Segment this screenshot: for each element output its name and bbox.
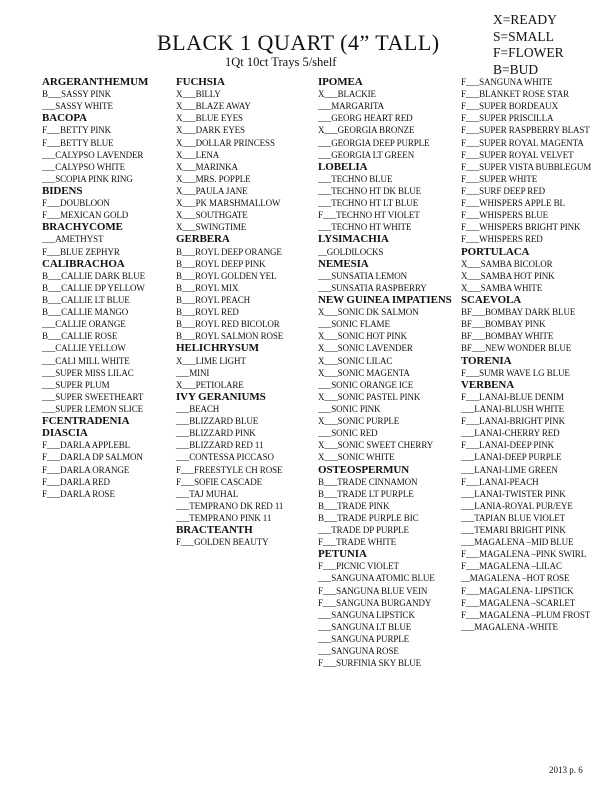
list-item: F___SUPER PRISCILLA	[461, 113, 554, 124]
list-item: ___SONIC PINK	[318, 403, 381, 414]
category-heading: FUCHSIA	[176, 76, 225, 88]
list-item: F___DARLA DP SALMON	[42, 452, 143, 463]
list-item: B___ROYL PEACH	[176, 294, 251, 305]
list-item: BF___BOMBAY PINK	[461, 319, 546, 330]
list-item: F___MAGALENA- LIPSTICK	[461, 585, 574, 596]
list-item: F___BLUE ZEPHYR	[42, 246, 120, 257]
list-item: ___LANAI-BLUSH WHITE	[461, 403, 565, 414]
list-item: ___TEMPRANO DK RED 11	[176, 500, 284, 511]
list-item: F___WHISPERS RED	[461, 234, 543, 245]
list-item: ___TECHNO BLUE	[318, 173, 393, 184]
list-item: ___SANGUNA ROSE	[318, 646, 399, 657]
list-item: ___LANAI-TWISTER PINK	[461, 488, 566, 499]
list-item: X___GEORGIA BRONZE	[318, 125, 415, 136]
list-item: ___TRADE DP PURPLE	[318, 525, 409, 536]
category-heading: OSTEOSPERMUN	[318, 463, 410, 476]
list-item: X___MRS. POPPLE	[176, 173, 251, 184]
list-item: X___SONIC SWEET CHERRY	[318, 440, 434, 451]
list-item: F___SUPER VISTA BUBBLEGUM	[461, 161, 592, 172]
list-item: ___BEACH	[176, 403, 220, 414]
list-item: F___SANGUNA BURGANDY	[318, 597, 432, 608]
list-item: F___PICNIC VIOLET	[318, 561, 399, 572]
plant-list-column-3	[318, 76, 460, 669]
list-item: X___PK MARSHMALLOW	[176, 198, 281, 209]
list-item: F___BLANKET ROSE STAR	[461, 89, 570, 100]
list-item: ___TECHNO HT LT BLUE	[318, 198, 419, 209]
legend-flower: F=FLOWER	[493, 45, 564, 60]
list-item: ___SANGUNA ATOMIC BLUE	[318, 573, 435, 584]
list-item: F___DARLA APPLEBL	[42, 440, 131, 451]
list-item: F___DARLA ROSE	[42, 488, 115, 499]
list-item: ___BLIZZARD BLUE	[176, 416, 259, 427]
list-item: F___MAGALENA –LILAC	[461, 561, 562, 572]
list-item: ___SUNSATIA LEMON	[318, 270, 408, 281]
page-footer: 2013 p. 6	[549, 765, 583, 775]
list-item: X___BILLY	[176, 89, 221, 100]
list-item: F___BETTY BLUE	[42, 137, 114, 148]
list-item: F___SANGUNA WHITE	[461, 77, 553, 87]
list-item: BF___NEW WONDER BLUE	[461, 343, 572, 354]
list-item: __GOLDILOCKS	[318, 246, 384, 257]
list-item: F___TRADE WHITE	[318, 537, 397, 548]
list-item: ___SANGUNA PURPLE	[318, 634, 410, 645]
list-item: B___ROYL DEEP PINK	[176, 258, 266, 269]
list-item: ___SANGUNA LT BLUE	[318, 621, 412, 632]
list-item: ___SONIC ORANGE ICE	[318, 379, 414, 390]
list-item: F___SUPER ROYAL MAGENTA	[461, 137, 584, 148]
list-item: F___SUPER WHITE	[461, 173, 538, 184]
category-heading: ARGERANTHEMUM	[42, 76, 149, 88]
list-item: ___SUPER MISS LILAC	[42, 367, 134, 378]
list-item: B___CALLIE ROSE	[42, 331, 118, 342]
list-item: ___AMETHYST	[42, 234, 104, 245]
list-item: ___TEMPRANO PINK 11	[176, 512, 272, 523]
list-item: B___ROYL DEEP ORANGE	[176, 246, 282, 257]
list-item: X___BLACKIE	[318, 89, 376, 100]
list-item: X___SWINGTIME	[176, 222, 247, 233]
list-item: ___LANAI-LIME GREEN	[461, 464, 558, 475]
list-item: ___SUPER PLUM	[42, 379, 110, 390]
category-heading: CALIBRACHOA	[42, 257, 125, 270]
list-item: B___TRADE PURPLE BIC	[318, 512, 419, 523]
category-heading: LOBELIA	[318, 160, 368, 173]
list-item: ___SUPER SWEETHEART	[42, 391, 144, 402]
list-item: ___TECHNO HT WHITE	[318, 222, 412, 233]
list-item: F___DARLA ORANGE	[42, 464, 130, 475]
list-item: F___MAGALENA –PINK SWIRL	[461, 549, 587, 560]
list-item: ___MARGARITA	[318, 101, 385, 112]
list-item: F___DOUBLOON	[42, 198, 110, 209]
list-item: ___MINI	[176, 367, 210, 378]
list-item: BF___BOMBAY WHITE	[461, 331, 554, 342]
plant-list-column-4	[461, 76, 611, 633]
category-heading: BRACHYCOME	[42, 221, 123, 234]
list-item: F___SUMR WAVE LG BLUE	[461, 367, 570, 378]
category-heading: IPOMEA	[318, 76, 363, 88]
list-item: B___TRADE LT PURPLE	[318, 488, 414, 499]
plant-list-column-2	[176, 76, 318, 548]
list-item: ___SCOPIA PINK RING	[42, 173, 133, 184]
list-item: F___LANAI-PEACH	[461, 476, 539, 487]
list-item: F___LANAI-BLUE DENIM	[461, 391, 564, 402]
list-item: X___LENA	[176, 149, 220, 160]
list-item: X___SONIC DK SALMON	[318, 307, 419, 318]
list-item: F___SANGUNA BLUE VEIN	[318, 585, 428, 596]
list-item: __MAGALENA –HOT ROSE	[461, 573, 570, 584]
category-heading: FCENTRADENIA	[42, 415, 130, 428]
list-item: ___MAGALENA -WHITE	[461, 621, 558, 632]
list-item: ___CALI MILL WHITE	[42, 355, 130, 366]
list-item: F___LANAI-DEEP PINK	[461, 440, 555, 451]
list-item: X___SAMBA WHITE	[461, 282, 543, 293]
list-item: F___GOLDEN BEAUTY	[176, 537, 269, 548]
status-legend	[493, 12, 564, 78]
category-heading: IVY GERANIUMS	[176, 390, 266, 403]
category-heading: SCAEVOLA	[461, 293, 522, 306]
list-item: B___ROYL SALMON ROSE	[176, 331, 284, 342]
legend-ready: X=READY	[493, 12, 557, 27]
list-item: X___SONIC LILAC	[318, 355, 393, 366]
list-item: ___TECHNO HT DK BLUE	[318, 185, 422, 196]
list-item: B___CALLIE DARK BLUE	[42, 270, 145, 281]
list-item: F___SUPER RASPBERRY BLAST	[461, 125, 590, 136]
category-heading: HELICHRYSUM	[176, 342, 259, 355]
category-heading: BRACTEANTH	[176, 524, 253, 537]
page-subtitle: 1Qt 10ct Trays 5/shelf	[225, 55, 337, 69]
list-item: X___SONIC HOT PINK	[318, 331, 408, 342]
list-item: ___GEORGIA LT GREEN	[318, 149, 415, 160]
list-item: ___SANGUNA LIPSTICK	[318, 609, 415, 620]
category-heading: VERBENA	[461, 378, 515, 391]
list-item: F___BETTY PINK	[42, 125, 112, 136]
category-heading: LYSIMACHIA	[318, 233, 389, 246]
list-item: F___SOFIE CASCADE	[176, 476, 263, 487]
list-item: ___SONIC RED	[318, 428, 378, 439]
list-item: F___SURFINIA SKY BLUE	[318, 658, 422, 669]
list-item: X___SAMBA BICOLOR	[461, 258, 553, 269]
list-item: F___MAGALENA –SCARLET	[461, 597, 576, 608]
list-item: ___CALLIE YELLOW	[42, 343, 126, 354]
list-item: ___GEORG HEART RED	[318, 113, 413, 124]
list-item: F___MEXICAN GOLD	[42, 210, 129, 221]
list-item: F___DARLA RED	[42, 476, 110, 487]
list-item: ___GEORGIA DEEP PURPLE	[318, 137, 430, 148]
list-item: X___LIME LIGHT	[176, 355, 246, 366]
list-item: X___DOLLAR PRINCESS	[176, 137, 275, 148]
list-item: ___LANAI-CHERRY RED	[461, 428, 560, 439]
list-item: B___ROYL RED BICOLOR	[176, 319, 280, 330]
list-item: F___WHISPERS BLUE	[461, 210, 549, 221]
list-item: ___SONIC FLAME	[318, 319, 390, 330]
list-item: F___SUPER BORDEAUX	[461, 101, 558, 112]
list-item: ___SASSY WHITE	[42, 101, 113, 112]
list-item: ___TAJ MUHAL	[176, 488, 239, 499]
list-item: B___TRADE PINK	[318, 500, 390, 511]
list-item: ___TEMARI BRIGHT PINK	[461, 525, 566, 536]
list-item: F___MAGALENA –PLUM FROST	[461, 609, 591, 620]
list-item: X___SAMBA HOT PINK	[461, 270, 555, 281]
category-heading: DIASCIA	[42, 427, 88, 440]
list-item: F___FREESTYLE CH ROSE	[176, 464, 283, 475]
list-item: ___CALYPSO WHITE	[42, 161, 126, 172]
list-item: ___LANIA-ROYAL PUR/EYE	[461, 500, 573, 511]
list-item: F___WHISPERS APPLE BL	[461, 198, 565, 209]
list-item: B___ROYL MIX	[176, 282, 239, 293]
category-heading: PETUNIA	[318, 548, 367, 561]
list-item: F___TECHNO HT VIOLET	[318, 210, 420, 221]
list-item: X___SONIC WHITE	[318, 452, 395, 463]
list-item: X___PAULA JANE	[176, 185, 248, 196]
list-item: ___LANAI-DEEP PURPLE	[461, 452, 562, 463]
list-item: B___SASSY PINK	[42, 89, 112, 100]
plant-list-column-1	[42, 76, 177, 500]
list-item: ___BLIZZARD RED 11	[176, 440, 264, 451]
list-item: ___CONTESSA PICCASO	[176, 452, 274, 463]
legend-small: S=SMALL	[493, 28, 554, 44]
list-item: X___SOUTHGATE	[176, 210, 248, 221]
list-item: X___SONIC MAGENTA	[318, 367, 410, 378]
list-item: X___BLAZE AWAY	[176, 101, 251, 112]
list-item: B___TRADE CINNAMON	[318, 476, 418, 487]
list-item: F___SUPER ROYAL VELVET	[461, 149, 574, 160]
list-item: X___SONIC LAVENDER	[318, 343, 413, 354]
category-heading: BIDENS	[42, 184, 83, 197]
category-heading: BACOPA	[42, 112, 88, 125]
list-item: B___CALLIE MANGO	[42, 307, 129, 318]
list-item: ___MAGALENA –MID BLUE	[461, 537, 574, 548]
page-title: BLACK 1 QUART (4” TALL)	[157, 30, 440, 55]
list-item: X___BLUE EYES	[176, 113, 243, 124]
list-item: ___CALLIE ORANGE	[42, 319, 126, 330]
category-heading: GERBERA	[176, 233, 230, 246]
category-heading: PORTULACA	[461, 245, 530, 258]
list-item: X___SONIC PURPLE	[318, 416, 400, 427]
list-item: X___MARINKA	[176, 161, 238, 172]
list-item: B___CALLIE DP YELLOW	[42, 282, 145, 293]
list-item: B___CALLIE LT BLUE	[42, 294, 130, 305]
category-heading: TORENIA	[461, 354, 512, 367]
category-heading: NEMESIA	[318, 257, 369, 270]
list-item: ___SUPER LEMON SLICE	[42, 403, 144, 414]
list-item: ___TAPIAN BLUE VIOLET	[461, 512, 566, 523]
list-item: BF___BOMBAY DARK BLUE	[461, 307, 576, 318]
list-item: X___PETIOLARE	[176, 379, 244, 390]
legend-bud: B=BUD	[493, 61, 539, 77]
list-item: F___WHISPERS BRIGHT PINK	[461, 222, 581, 233]
list-item: ___CALYPSO LAVENDER	[42, 149, 144, 160]
list-item: F___LANAI-BRIGHT PINK	[461, 416, 565, 427]
list-item: X___DARK EYES	[176, 125, 245, 136]
list-item: X___SONIC PASTEL PINK	[318, 391, 421, 402]
category-heading: NEW GUINEA IMPATIENS	[318, 293, 452, 306]
list-item: B___ROYL RED	[176, 307, 239, 318]
list-item: ___SUNSATIA RASPBERRY	[318, 282, 427, 293]
list-item: ___BLIZZARD PINK	[176, 428, 256, 439]
list-item: F___SURF DEEP RED	[461, 185, 545, 196]
list-item: B___ROYL GOLDEN YEL	[176, 270, 277, 281]
